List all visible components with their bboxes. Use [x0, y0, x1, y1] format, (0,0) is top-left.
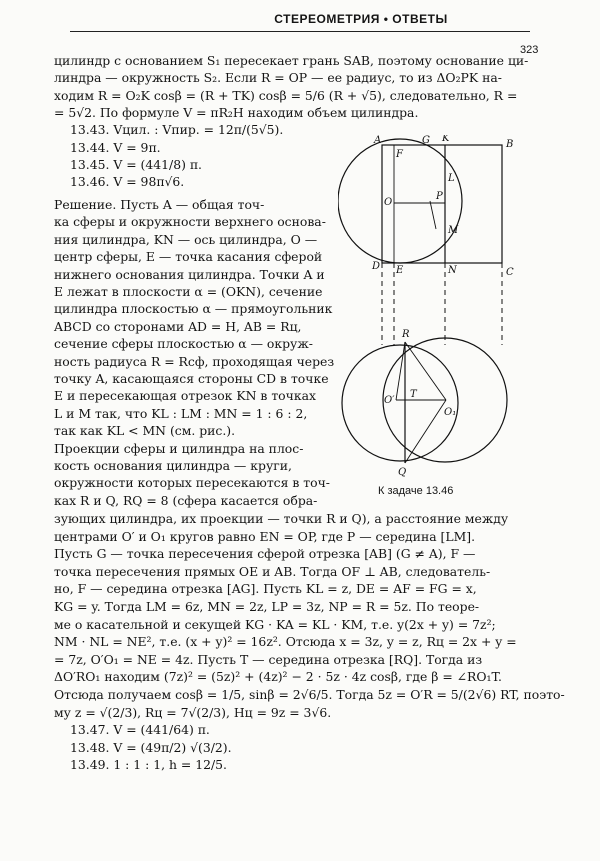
- text-line: 13.49. 1 : 1 : 1, h = 12/5.: [70, 757, 227, 773]
- text-line: так как KL < MN (см. рис.).: [54, 423, 236, 439]
- figure-point-label: F: [396, 149, 403, 160]
- figure-point-label: Q: [398, 467, 407, 478]
- figure-point-label: D: [372, 261, 381, 272]
- text-line: 13.46. V = 98π√6.: [70, 174, 185, 190]
- figure-point-label: G: [422, 135, 430, 146]
- figure-point-label: A: [374, 135, 382, 146]
- text-line: 13.43. Vцил. : Vпир. = 12π/(5√5).: [70, 122, 284, 138]
- running-header: СТЕРЕОМЕТРИЯ • ОТВЕТЫ: [274, 12, 448, 26]
- figure-point-label: O′: [384, 395, 395, 406]
- segment-lm-aux: [430, 201, 436, 229]
- segment-o1-q: [405, 400, 446, 463]
- text-line: ка сферы и окружности верхнего основа-: [54, 214, 326, 230]
- figure-point-label: N: [448, 265, 457, 276]
- text-line: Решение. Пусть A — общая точ-: [54, 197, 265, 212]
- figure-point-label: M: [448, 225, 459, 236]
- figure-point-label: C: [506, 267, 514, 278]
- header-rule: [70, 31, 530, 32]
- figure-point-label: E: [396, 265, 404, 276]
- text-line: но, F — середина отрезка [AG]. Пусть KL = z, DE = AF = FG = x,: [54, 581, 477, 597]
- upper-figure: [338, 139, 502, 263]
- text-line: 13.44. V = 9π.: [70, 139, 161, 155]
- text-line: NM · NL = NE², т.е. (x + y)² = 16z². Отсюда x = 3z, y = z, Rц = 2x + y =: [54, 634, 517, 650]
- text-line: ABCD со сторонами AD = H, AB = Rц,: [54, 318, 302, 334]
- figure-point-label: O: [384, 197, 393, 208]
- figure-point-label: T: [410, 389, 417, 400]
- text-line: точка пересечения прямых OE и AB. Тогда OF ⊥ AB, следователь-: [54, 563, 491, 579]
- figure-point-label: R: [402, 329, 410, 340]
- text-line: ме о касательной и секущей KG · KA = KL · KM, т.е. y(2x + y) = 7z²;: [54, 616, 496, 632]
- text-line: = 7z, O′O₁ = NE = 4z. Пусть T — середина отрезка [RQ]. Тогда из: [54, 651, 483, 667]
- figure-labels: [371, 135, 514, 478]
- text-line: KG = y. Тогда LM = 6z, MN = 2z, LP = 3z, NP = R = 5z. По теоре-: [54, 599, 480, 614]
- text-line: E лежат в плоскости α = (OKN), сечение: [54, 284, 323, 299]
- text-line: центрами O′ и O₁ кругов равно EN = OP, где P — середина [LM].: [54, 528, 476, 544]
- text-line: Пусть G — точка пересечения сферой отрезка [AB] (G ≠ A), F —: [54, 546, 476, 562]
- text-line: линдра — окружность S₂. Если R = OP — ее радиус, то из ΔO₂PK на-: [54, 70, 502, 86]
- page-number: 323: [520, 44, 539, 56]
- text-line: L и M так, что KL : LM : MN = 1 : 6 : 2,: [54, 405, 308, 421]
- text-line: цилиндр с основанием S₁ пересекает грань SAB, поэтому основание ци-: [54, 53, 529, 68]
- text-line: ность радиуса R = Rсф, проходящая через: [54, 353, 335, 369]
- text-line: ΔO′RO₁ находим (7z)² = (5z)² + (4z)² − 2 · 5z · 4z cosβ, где β = ∠RO₁T.: [54, 669, 502, 685]
- text-line: 13.45. V = (441/8) π.: [70, 156, 202, 172]
- text-line: нижнего основания цилиндра. Точки A и: [54, 266, 325, 282]
- text-line: кость основания цилиндра — круги,: [54, 458, 292, 473]
- text-line: Отсюда получаем cosβ = 1/5, sinβ = 2√6/5. Тогда 5z = O′R = 5/(2√6) RT, поэто-: [54, 687, 565, 702]
- figure-point-label: B: [506, 139, 514, 150]
- figure-caption: К задаче 13.46: [378, 485, 454, 497]
- figure-point-label: P: [436, 191, 443, 202]
- text-line: окружности которых пересекаются в точ-: [54, 475, 330, 491]
- text-line: ках R и Q, RQ = 8 (сфера касается обра-: [54, 492, 318, 508]
- text-line: 13.47. V = (441/64) π.: [70, 722, 210, 738]
- figure-point-label: K: [442, 135, 450, 144]
- text-line: му z = √(2/3), Rц = 7√(2/3), Hц = 9z = 3√6.: [54, 704, 332, 720]
- figure-13-46: [338, 135, 528, 480]
- text-line: зующих цилиндра, их проекции — точки R и Q), а расстояние между: [54, 511, 509, 526]
- text-line: ходим R = O₂K cosβ = (R + TK) cosβ = 5/6 (R + √5), следовательно, R =: [54, 87, 518, 103]
- segment-o-prime-r: [396, 342, 405, 400]
- text-line: сечение сферы плоскостью α — окруж-: [54, 336, 313, 352]
- text-line: E и пересекающая отрезок KN в точках: [54, 388, 316, 404]
- lower-figure: [342, 338, 507, 463]
- text-line: Проекции сферы и цилиндра на плос-: [54, 440, 304, 456]
- text-line: цилиндра плоскостью α — прямоугольник: [54, 301, 333, 317]
- text-line: 13.48. V = (49π/2) √(3/2).: [70, 739, 232, 755]
- figure-point-label: L: [448, 173, 455, 184]
- text-line: = 5√2. По формуле V = πR₂H находим объем цилиндра.: [54, 104, 419, 120]
- text-line: точку A, касающаяся стороны CD в точке: [54, 371, 329, 386]
- rectangle-abcd: [382, 145, 502, 263]
- text-line: центр сферы, E — точка касания сферой: [54, 249, 323, 265]
- sphere-projection-circle: [342, 345, 458, 461]
- text-line: ния цилиндра, KN — ось цилиндра, O —: [54, 231, 318, 247]
- figure-point-label: O₁: [444, 407, 457, 418]
